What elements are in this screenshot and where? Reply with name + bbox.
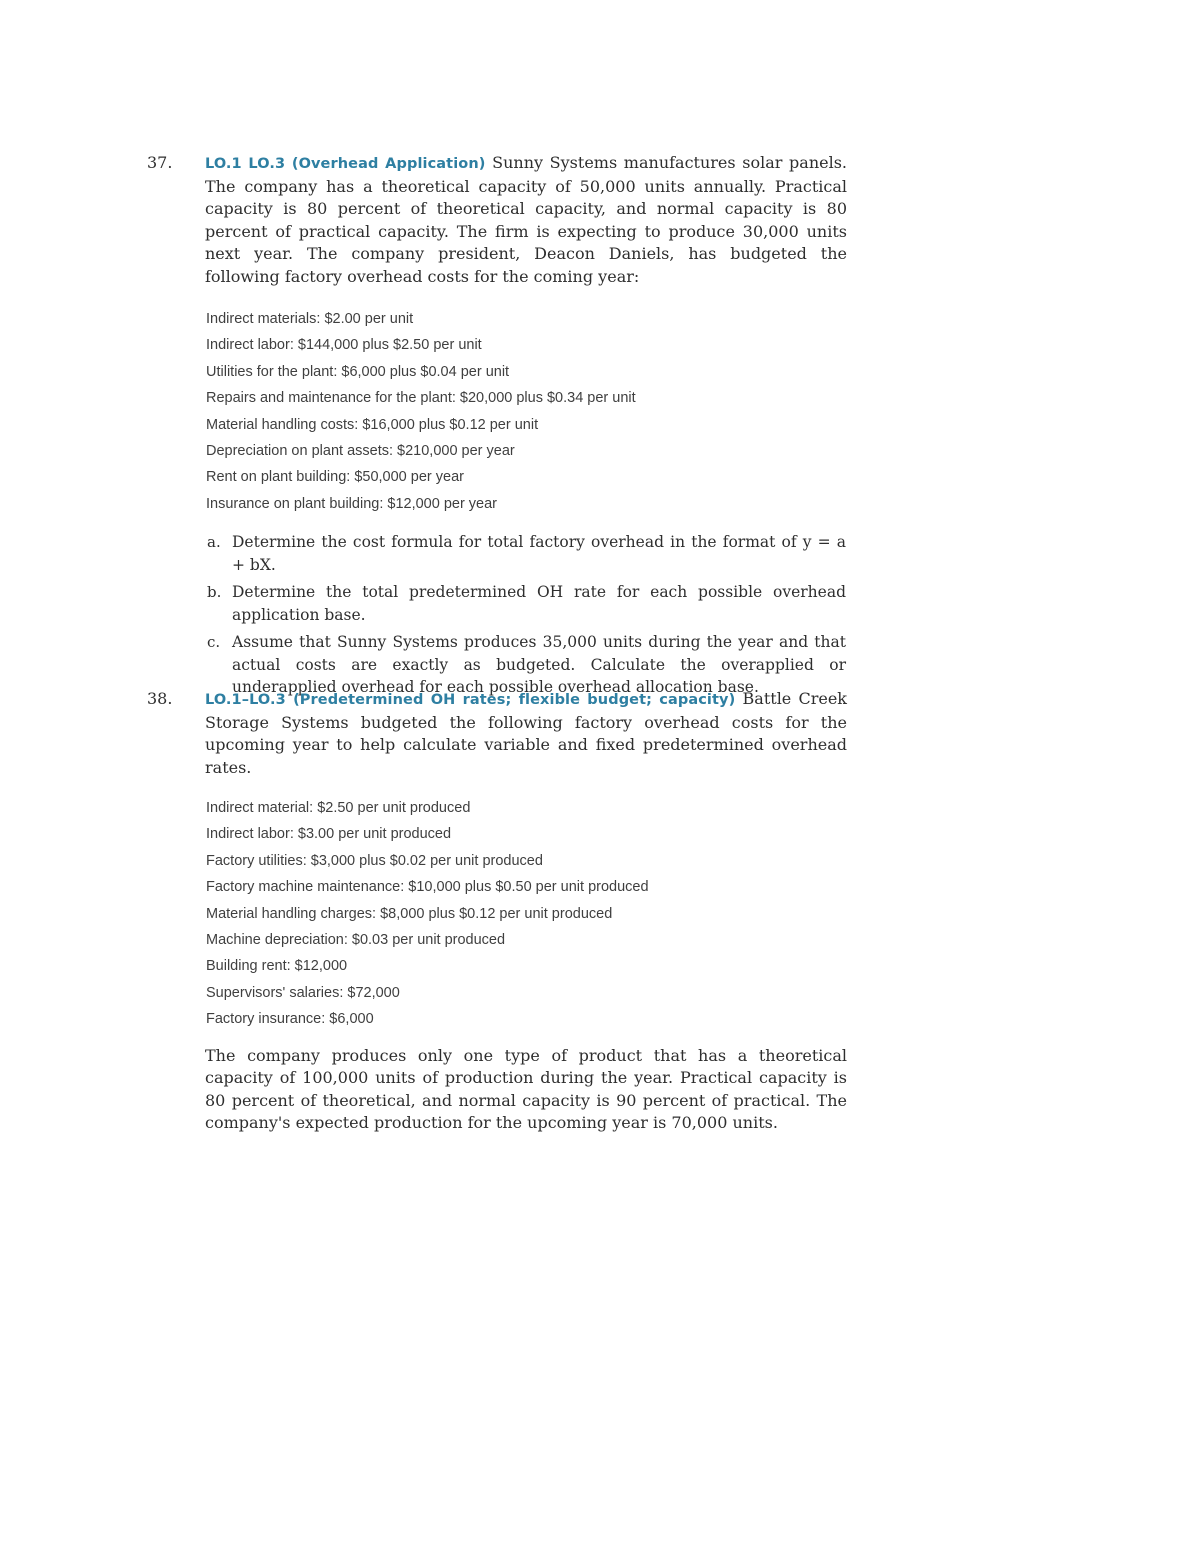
problem-number: 38. [147, 689, 173, 708]
problem-body: Battle Creek Storage Systems budgeted the following factory overhead costs for the upcoming year to help calculate variable and fixed predetermined overhead rates. [205, 689, 847, 777]
cost-item: Depreciation on plant assets: $210,000 per year [206, 442, 515, 459]
problem-38-closing: The company produces only one type of product that has a theoretical capacity of 100,000 units of production during the year. Practical capacity is 80 percent of theoretical, and normal capacity is 90 percent of practical. The company's expected production for the upcoming year is 70,000 units. [205, 1045, 847, 1133]
sub-question-text: Assume that Sunny Systems produces 35,000 units during the year and that actual costs are exactly as budgeted. Calculate the overapplied or underapplied overhead for each possible overhead allocation base. [232, 633, 846, 697]
sub-question-letter: b. [207, 583, 222, 602]
cost-item: Material handling charges: $8,000 plus $0.12 per unit produced [206, 905, 613, 922]
sub-question-text: Determine the cost formula for total factory overhead in the format of y = a + bX. [232, 533, 846, 574]
cost-item: Indirect labor: $144,000 plus $2.50 per unit [206, 337, 482, 354]
cost-item: Material handling costs: $16,000 plus $0.12 per unit [206, 416, 539, 433]
sub-question-letter: a. [207, 533, 221, 552]
problem-body: Sunny Systems manufactures solar panels. The company has a theoretical capacity of 50,000 units annually. Practical capacity is 80 percent of theoretical capacity, and normal capacity is 80 percent of practical capacity. The firm is expecting to produce 30,000 units next year. The company president, Deacon Daniels, has budgeted the following factory overhead costs for the coming year: [205, 153, 847, 286]
problem-38 [0, 688, 1200, 1135]
cost-item: Repairs and maintenance for the plant: $20,000 plus $0.34 per unit [206, 390, 636, 407]
cost-item: Indirect labor: $3.00 per unit produced [206, 826, 452, 843]
cost-item: Factory insurance: $6,000 [206, 1011, 374, 1028]
cost-item: Indirect materials: $2.00 per unit [206, 311, 414, 327]
sub-question-a [207, 531, 846, 576]
sub-question-b [207, 581, 846, 626]
overhead-cost-list [0, 306, 1200, 517]
cost-item: Supervisors' salaries: $72,000 [206, 984, 400, 1001]
cost-item: Factory machine maintenance: $10,000 plus $0.50 per unit produced [206, 879, 649, 896]
problem-37 [0, 152, 1200, 704]
sub-question-letter: c. [207, 633, 221, 652]
cost-item: Factory utilities: $3,000 plus $0.02 per unit produced [206, 852, 543, 869]
cost-item: Machine depreciation: $0.03 per unit produced [206, 931, 506, 948]
cost-item: Building rent: $12,000 [206, 958, 348, 975]
problem-38-intro [147, 688, 847, 779]
learning-objective-tag: LO.1–LO.3 (Predetermined OH rates; flexible budget; capacity) [205, 692, 736, 708]
learning-objective-tag: LO.1 LO.3 (Overhead Application) [205, 156, 486, 172]
cost-item: Rent on plant building: $50,000 per year [206, 469, 464, 486]
problem-37-intro [147, 152, 847, 288]
sub-questions [0, 531, 1200, 699]
overhead-cost-list [0, 795, 1200, 1033]
cost-item: Utilities for the plant: $6,000 plus $0.04 per unit [206, 363, 510, 380]
sub-question-text: Determine the total predetermined OH rate for each possible overhead application base. [232, 583, 846, 624]
problem-number: 37. [147, 153, 173, 172]
cost-item: Insurance on plant building: $12,000 per year [206, 495, 498, 512]
cost-item: Indirect material: $2.50 per unit produced [206, 800, 471, 816]
